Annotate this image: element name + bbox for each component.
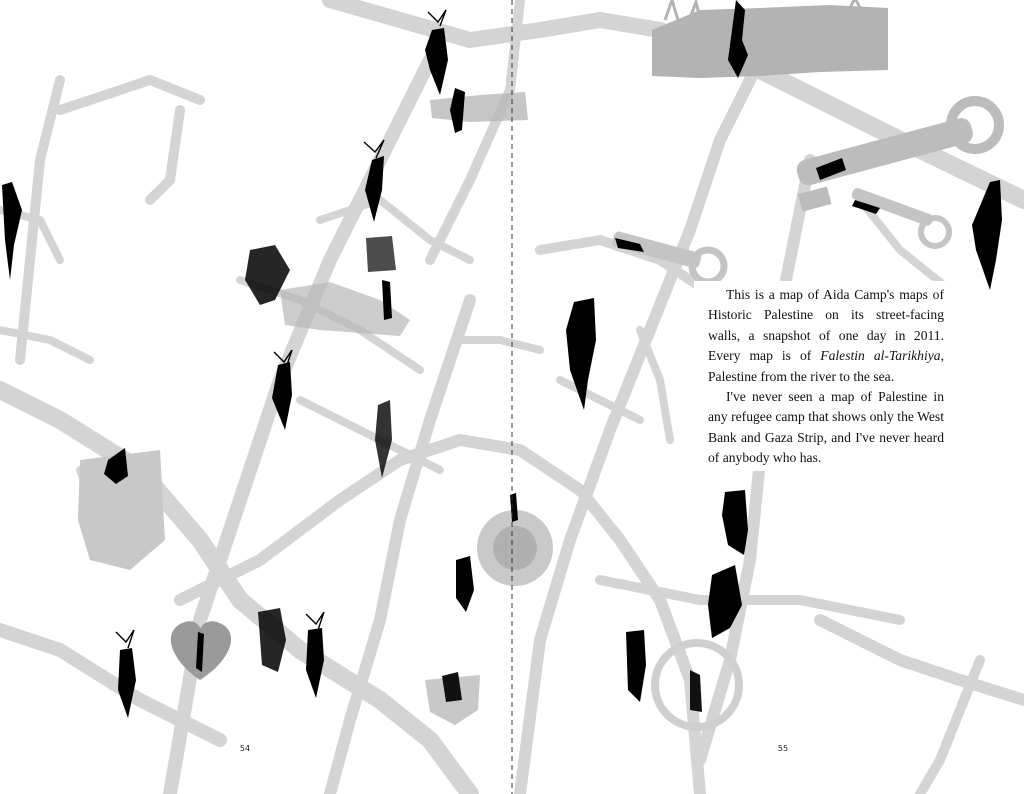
paragraph-2: I've never seen a map of Palestine in any refugee camp that shows only the West Bank and Gaza Strip, and I've never heard of anybody who has. <box>708 389 944 466</box>
key-of-return-icon <box>795 101 999 212</box>
emblem-icon <box>425 672 480 725</box>
emblem-icon <box>477 510 553 586</box>
page-number-left: 54 <box>239 744 251 753</box>
heart-icon <box>171 621 231 680</box>
italic-place-name: Falestin al-Tarikhiya <box>820 348 941 364</box>
key-of-return-icon <box>850 187 949 246</box>
caption-text-block <box>694 281 958 471</box>
page-number-right: 55 <box>777 744 789 753</box>
paragraph-1: This is a map of Aida Camp's maps of Historic Palestine on its street-facing walls, a snapshot of one day in 2011. Every map is of Falestin al-Tarikhiya, Palestine from the river to the sea. <box>708 287 944 384</box>
wall-photo-strip <box>652 0 888 78</box>
